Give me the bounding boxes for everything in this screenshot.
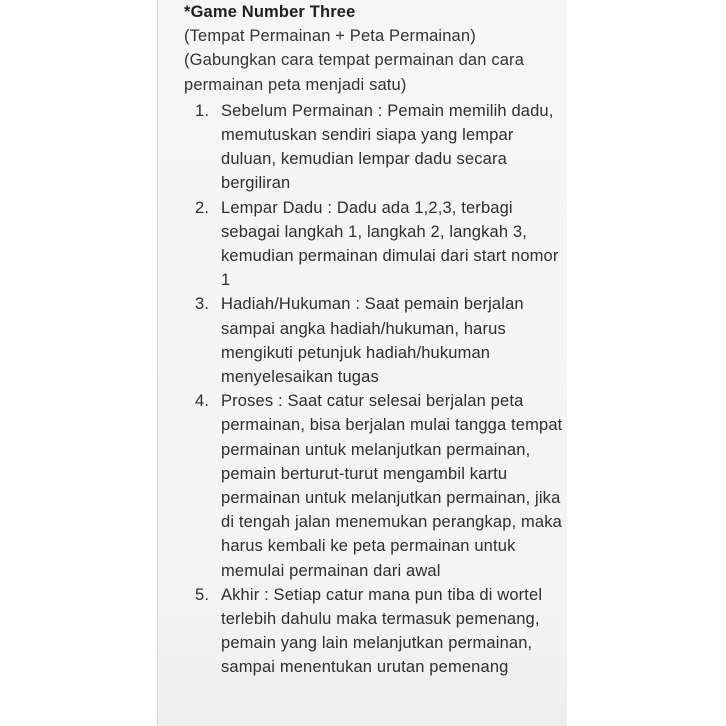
document-title: *Game Number Three <box>184 3 356 21</box>
document-subtitle: (Tempat Permainan + Peta Permainan) <box>184 27 476 46</box>
list-item-text: Proses : Saat catur selesai berjalan peta permainan, bisa berjalan mulai tangga tempat permainan untuk melanjutkan permainan, pemain berturut-turut mengambil kartu permainan untuk melanjutkan permainan, jika di tengah jalan menemukan perangkap, maka harus kembali ke peta permainan untuk memulai permainan dari awal <box>221 392 563 580</box>
list-item <box>184 292 566 389</box>
list-item <box>184 389 566 583</box>
right-margin <box>567 0 726 726</box>
list-item-text: Akhir : Setiap catur mana pun tiba di wortel terlebih dahulu maka termasuk pemenang, pemain yang lain melanjutkan permainan, sampai menentukan urutan pemenang <box>221 585 543 677</box>
rules-list <box>184 99 566 680</box>
list-item <box>184 583 566 680</box>
document-page <box>158 0 567 726</box>
list-item-number: 4. <box>195 392 210 411</box>
list-item-number: 3. <box>195 295 210 314</box>
list-item <box>184 196 566 293</box>
list-item-number: 1. <box>195 101 210 120</box>
list-item-number: 2. <box>195 198 210 217</box>
left-margin <box>0 0 158 726</box>
list-item-text: Lempar Dadu : Dadu ada 1,2,3, terbagi sebagai langkah 1, langkah 2, langkah 3, kemudian permainan dimulai dari start nomor 1 <box>221 198 559 290</box>
list-item-text: Hadiah/Hukuman : Saat pemain berjalan sampai angka hadiah/hukuman, harus mengikuti petunjuk hadiah/hukuman menyelesaikan tugas <box>221 295 524 387</box>
list-item-text: Sebelum Permainan : Pemain memilih dadu, memutuskan sendiri siapa yang lempar duluan, kemudian lempar dadu secara bergiliran <box>221 101 554 193</box>
document-note: (Gabungkan cara tempat permainan dan cara permainan peta menjadi satu) <box>184 51 525 94</box>
list-item <box>184 99 566 196</box>
list-item-number: 5. <box>195 585 210 604</box>
document-content <box>184 0 566 680</box>
